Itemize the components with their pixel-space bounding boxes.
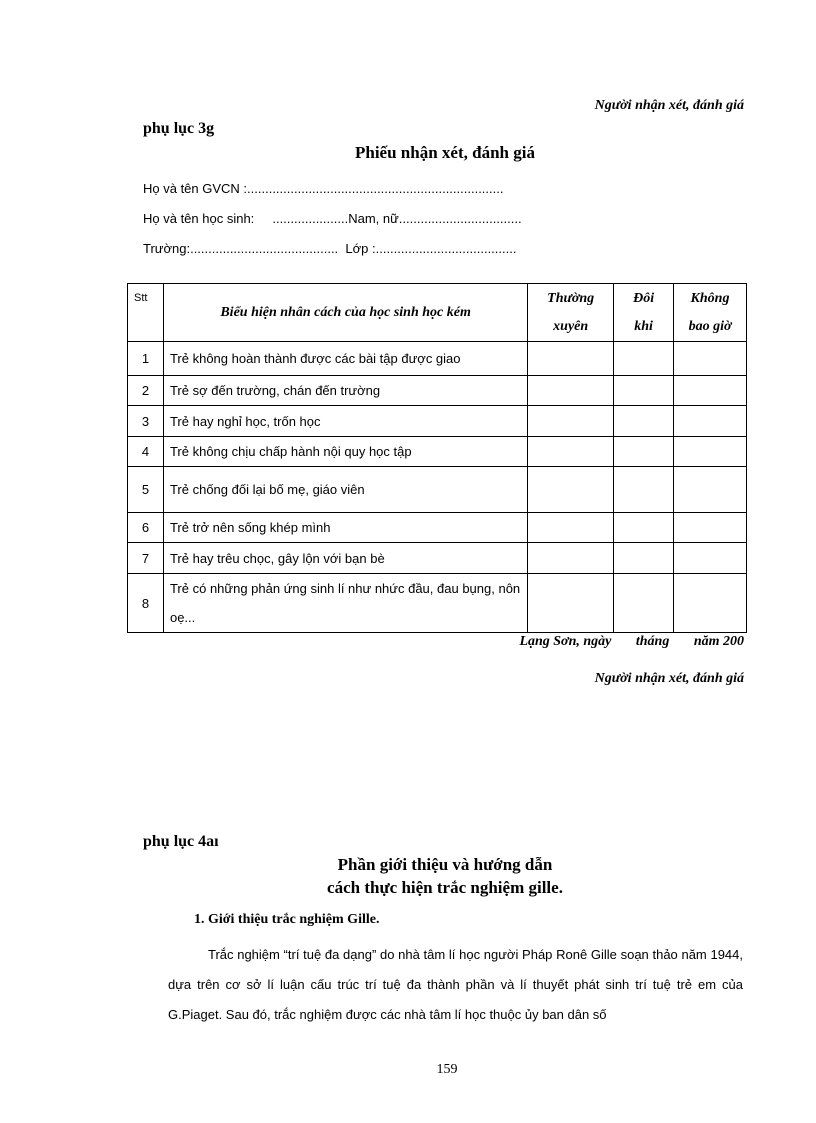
header-often-line2: xuyên (553, 318, 589, 334)
evaluation-table (127, 283, 747, 633)
table-header-row (128, 284, 747, 342)
table-row (128, 342, 747, 376)
header-stt: Stt (128, 284, 164, 342)
cell-never[interactable] (674, 376, 747, 406)
student-name-field: Họ và tên học sinh: .....................Nam, nữ.................................. (143, 211, 522, 226)
cell-often[interactable] (528, 543, 614, 574)
intro-title-line2: cách thực hiện trắc nghiệm gille. (327, 878, 563, 897)
header-never-line1: Không (690, 290, 730, 306)
row-number: 5 (128, 467, 164, 513)
header-sometimes (614, 284, 674, 342)
appendix-4a-label: phụ lục 4aı (143, 833, 219, 850)
cell-sometimes[interactable] (614, 513, 674, 543)
row-number: 2 (128, 376, 164, 406)
cell-never[interactable] (674, 342, 747, 376)
table-row (128, 467, 747, 513)
cell-never[interactable] (674, 513, 747, 543)
row-description: Trẻ không hoàn thành được các bài tập được giao (163, 342, 527, 376)
place-date-line: Lạng Sơn, ngày tháng năm 200 (519, 634, 744, 649)
row-number: 8 (128, 574, 164, 633)
row-description: Trẻ chống đối lại bố mẹ, giáo viên (163, 467, 527, 513)
row-description: Trẻ hay nghỉ học, trốn học (163, 406, 527, 437)
table-row (128, 437, 747, 467)
row-description: Trẻ có những phản ứng sinh lí như nhức đầu, đau bụng, nôn oẹ... (163, 574, 527, 633)
row-number: 6 (128, 513, 164, 543)
section-heading: 1. Giới thiệu trắc nghiệm Gille. (194, 912, 380, 927)
header-never-line2: bao giờ (688, 318, 732, 334)
header-behavior: Biểu hiện nhân cách của học sinh học kém (163, 284, 527, 342)
intro-title-line1: Phần giới thiệu và hướng dẫn (337, 855, 553, 874)
row-number: 3 (128, 406, 164, 437)
row-description: Trẻ hay trêu chọc, gây lộn với bạn bè (163, 543, 527, 574)
cell-sometimes[interactable] (614, 467, 674, 513)
cell-often[interactable] (528, 376, 614, 406)
cell-never[interactable] (674, 437, 747, 467)
school-class-field: Trường:......................................... Lớp :....................................... (143, 241, 517, 256)
cell-sometimes[interactable] (614, 437, 674, 467)
cell-often[interactable] (528, 342, 614, 376)
cell-never[interactable] (674, 574, 747, 633)
header-often (528, 284, 614, 342)
row-number: 1 (128, 342, 164, 376)
cell-sometimes[interactable] (614, 342, 674, 376)
page-number: 159 (436, 1062, 458, 1077)
cell-often[interactable] (528, 437, 614, 467)
row-description: Trẻ sợ đến trường, chán đến trường (163, 376, 527, 406)
cell-sometimes[interactable] (614, 574, 674, 633)
cell-often[interactable] (528, 513, 614, 543)
cell-sometimes[interactable] (614, 543, 674, 574)
cell-never[interactable] (674, 467, 747, 513)
bottom-signer-label: Người nhận xét, đánh giá (594, 671, 744, 686)
header-sometimes-line1: Đôi (633, 290, 655, 306)
row-description: Trẻ trở nên sống khép mình (163, 513, 527, 543)
cell-sometimes[interactable] (614, 376, 674, 406)
teacher-name-field: Họ và tên GVCN :....................................................................... (143, 181, 504, 196)
row-number: 7 (128, 543, 164, 574)
table-row (128, 543, 747, 574)
top-signer-label: Người nhận xét, đánh giá (594, 98, 744, 113)
table-row (128, 574, 747, 633)
table-row (128, 406, 747, 437)
cell-often[interactable] (528, 467, 614, 513)
header-never (674, 284, 747, 342)
cell-often[interactable] (528, 574, 614, 633)
cell-sometimes[interactable] (614, 406, 674, 437)
cell-often[interactable] (528, 406, 614, 437)
table-row (128, 513, 747, 543)
header-sometimes-line2: khi (634, 318, 653, 334)
form-title: Phiếu nhận xét, đánh giá (355, 143, 535, 162)
cell-never[interactable] (674, 543, 747, 574)
appendix-3g-label: phụ lục 3g (143, 120, 215, 137)
table-row (128, 376, 747, 406)
row-number: 4 (128, 437, 164, 467)
row-description: Trẻ không chịu chấp hành nội quy học tập (163, 437, 527, 467)
intro-paragraph: Trắc nghiệm “trí tuệ đa dạng” do nhà tâm lí học người Pháp Ronê Gille soạn thảo năm 1944, dựa trên cơ sở lí luận cấu trúc trí tuệ đa thành phần và lí thuyết phát sinh trí tuệ trẻ em của G.Piaget. Sau đó, trắc nghiệm được các nhà tâm lí học thuộc ủy ban dân số (168, 947, 743, 1022)
cell-never[interactable] (674, 406, 747, 437)
header-often-line1: Thường (547, 290, 595, 306)
